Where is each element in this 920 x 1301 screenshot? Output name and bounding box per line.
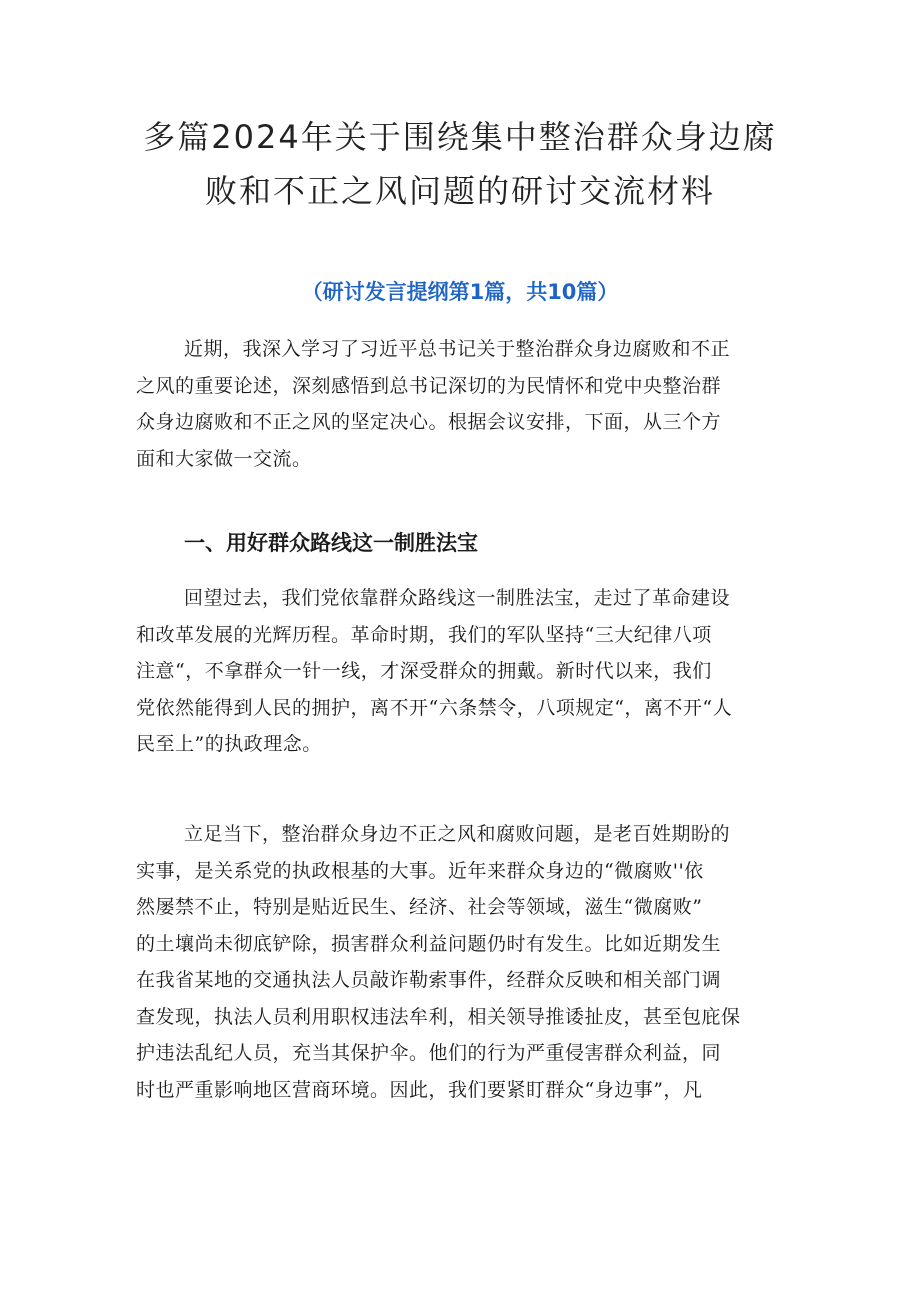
document-subtitle: （研讨发言提纲第1篇，共10篇）	[301, 280, 619, 304]
paragraph-intro	[136, 331, 788, 477]
paragraph-line: 面和大家做一交流。	[136, 447, 312, 470]
paragraph-line: 护违法乱纪人员，充当其保护伞。他们的行为严重侵害群众利益，同	[136, 1042, 722, 1064]
paragraph-line: 的土壤尚未彻底铲除，损害群众利益问题仍时有发生。比如近期发生	[136, 932, 722, 955]
paragraph-line: 党依然能得到人民的拥护，离不开“六条禁令，八项规定“，离不开“人	[136, 696, 733, 719]
paragraph-line: 在我省某地的交通执法人员敲诈勒索事件，经群众反映和相关部门调	[136, 969, 722, 991]
paragraph-line: 查发现，执法人员利用职权违法牟利，相关领导推诿扯皮，甚至包庇保	[136, 1005, 741, 1028]
paragraph-present	[136, 816, 788, 1108]
paragraph-line: 近期，我深入学习了习近平总书记关于整治群众身边腐败和不正	[184, 338, 731, 360]
title-line-2: 败和不正之风问题的研讨交流材料	[204, 172, 715, 210]
paragraph-line: 民至上”的执政理念。	[136, 733, 322, 755]
section-heading: 一、用好群众路线这一制胜法宝	[184, 531, 478, 555]
paragraph-line: 立足当下，整治群众身边不正之风和腐败问题，是老百姓期盼的	[184, 823, 731, 845]
document-title	[130, 110, 790, 218]
paragraph-history	[136, 580, 788, 763]
paragraph-line: 回望过去，我们党依靠群众路线这一制胜法宝，走过了革命建设	[184, 587, 731, 609]
paragraph-line: 时也严重影响地区营商环境。因此，我们要紧盯群众“身边事”，凡	[136, 1078, 703, 1101]
paragraph-line: 众身边腐败和不正之风的坚定决心。根据会议安排，下面，从三个方	[136, 411, 722, 433]
title-line-1: 多篇2024年关于围绕集中整治群众身边腐	[143, 118, 777, 156]
paragraph-line: 之风的重要论述，深刻感悟到总书记深切的为民情怀和党中央整治群	[136, 374, 722, 397]
paragraph-line: 和改革发展的光辉历程。革命时期，我们的军队坚持“三大纪律八项	[136, 623, 712, 646]
paragraph-line: 实事，是关系党的执政根基的大事。近年来群众身边的“微腐败''依	[136, 859, 704, 882]
paragraph-line: 然屡禁不止，特别是贴近民生、经济、社会等领域，滋生“微腐败”	[136, 896, 703, 918]
paragraph-line: 注意“，不拿群众一针一线，才深受群众的拥戴。新时代以来，我们	[136, 660, 712, 682]
